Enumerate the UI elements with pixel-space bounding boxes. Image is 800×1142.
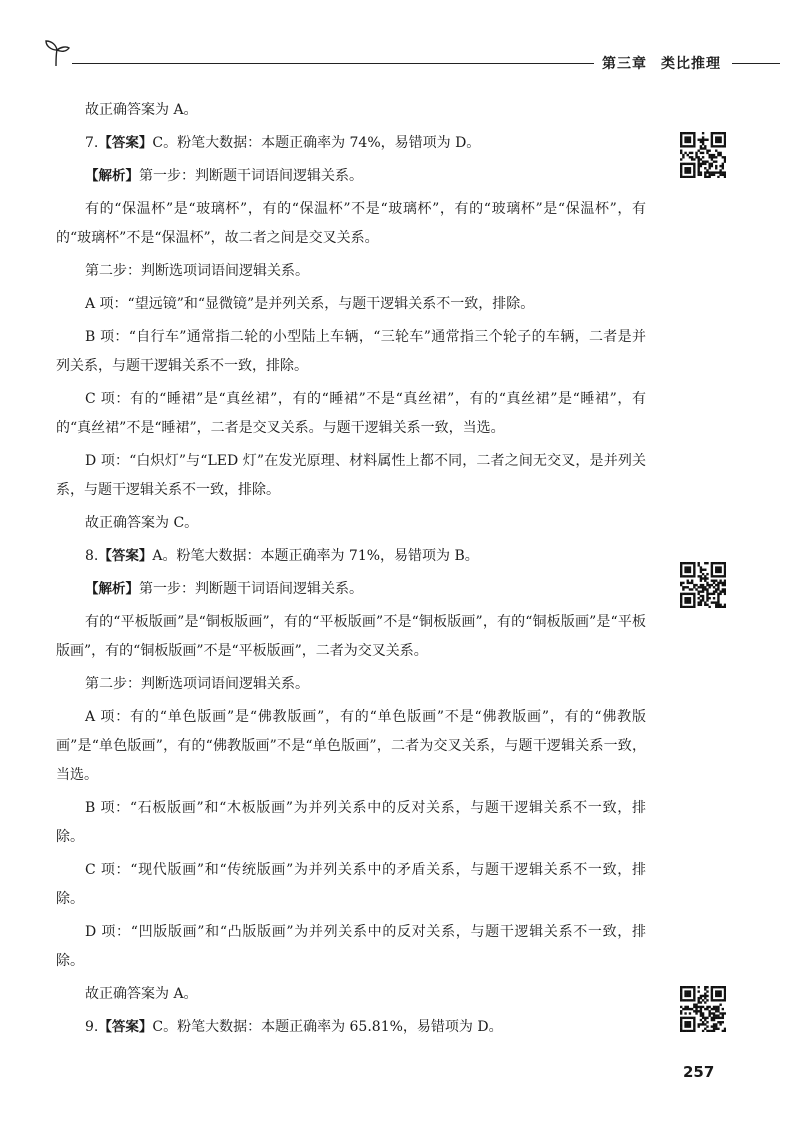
q7-number: 7. [85,135,99,151]
header-rule-right [732,63,780,64]
q7-analysis [56,162,646,191]
page-body [56,96,646,1046]
chapter-label: 第三章 [602,56,647,72]
q8-number: 8. [85,548,99,564]
q8-analysis [56,575,646,604]
q7-analysis-text: 第一步：判断题干词语间逻辑关系。 [139,168,363,184]
answer-tag: 【答案】 [98,1019,153,1035]
q9-number: 9. [85,1019,99,1035]
option-b: B 项：“石板版画”和“木板版画”为并列关系中的反对关系，与题干逻辑关系不一致，排除。 [56,800,646,845]
paragraph: 故正确答案为 A。 [85,102,198,118]
option-b: B 项：“自行车”通常指二轮的小型陆上车辆，“三轮车”通常指三个轮子的车辆，二者是并列关系，与题干逻辑关系不一致，排除。 [56,329,646,374]
q7-answer [56,129,646,158]
q9-answer [56,1013,646,1042]
paragraph: 故正确答案为 C。 [85,515,199,531]
analysis-tag: 【解析】 [85,581,139,597]
page-header [42,36,742,70]
section-label: 类比推理 [661,56,721,72]
option-a: A 项：“望远镜”和“显微镜”是并列关系，与题干逻辑关系不一致，排除。 [85,296,535,312]
page-number: 257 [683,1063,715,1081]
q7-answer-text: C。粉笔大数据：本题正确率为 74%，易错项为 D。 [152,135,481,151]
answer-tag: 【答案】 [98,135,153,151]
paragraph: 第二步：判断选项词语间逻辑关系。 [85,263,309,279]
option-c: C 项：“现代版画”和“传统版画”为并列关系中的矛盾关系，与题干逻辑关系不一致，排除。 [56,862,646,907]
sprout-icon [42,38,72,72]
paragraph: 有的“平板版画”是“铜板版画”，有的“平板版画”不是“铜板版画”，有的“铜板版画”是“平板版画”，有的“铜板版画”不是“平板版画”，二者为交叉关系。 [56,614,646,659]
paragraph: 故正确答案为 A。 [85,986,198,1002]
option-d: D 项：“白炽灯”与“LED 灯”在发光原理、材料属性上都不同，二者之间无交叉，是并列关系，与题干逻辑关系不一致，排除。 [56,453,646,498]
qr-code-icon[interactable] [680,562,726,608]
option-c: C 项：有的“睡裙”是“真丝裙”，有的“睡裙”不是“真丝裙”，有的“真丝裙”是“睡裙”，有的“真丝裙”不是“睡裙”，二者是交叉关系。与题干逻辑关系一致，当选。 [56,391,646,436]
paragraph: 第二步：判断选项词语间逻辑关系。 [85,676,309,692]
qr-code-icon[interactable] [680,132,726,178]
paragraph: 有的“保温杯”是“玻璃杯”，有的“保温杯”不是“玻璃杯”，有的“玻璃杯”是“保温杯”，有的“玻璃杯”不是“保温杯”，故二者之间是交叉关系。 [56,201,646,246]
option-a: A 项：有的“单色版画”是“佛教版画”，有的“单色版画”不是“佛教版画”，有的“佛教版画”是“单色版画”，有的“佛教版画”不是“单色版画”，二者为交叉关系，与题干逻辑关系一致，当选。 [56,709,646,783]
q9-answer-text: C。粉笔大数据：本题正确率为 65.81%，易错项为 D。 [152,1019,503,1035]
header-rule [72,63,617,64]
chapter-title [594,53,729,73]
qr-code-icon[interactable] [680,986,726,1032]
option-d: D 项：“凹版版画”和“凸版版画”为并列关系中的反对关系，与题干逻辑关系不一致，排除。 [56,924,646,969]
q8-analysis-text: 第一步：判断题干词语间逻辑关系。 [139,581,363,597]
q8-answer [56,542,646,571]
q8-answer-text: A。粉笔大数据：本题正确率为 71%，易错项为 B。 [152,548,479,564]
analysis-tag: 【解析】 [85,168,139,184]
answer-tag: 【答案】 [98,548,153,564]
